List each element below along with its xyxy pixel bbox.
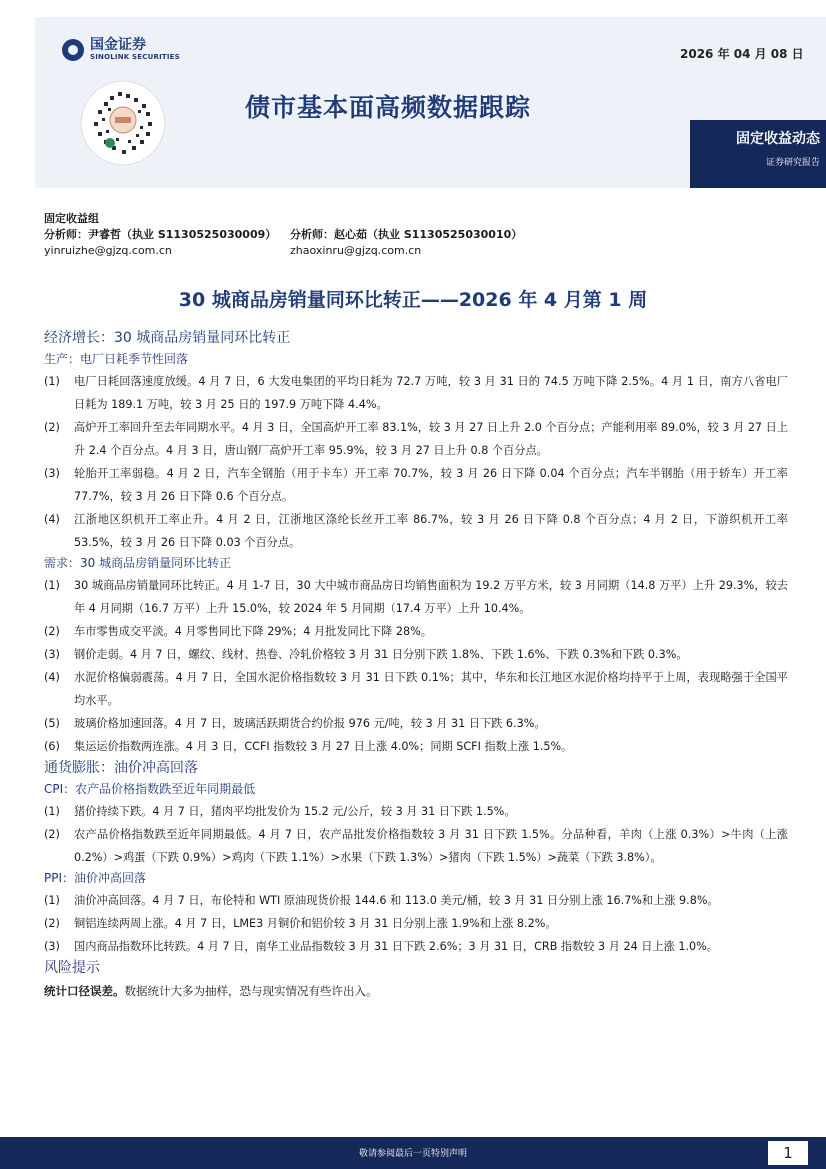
analyst-2-email[interactable]: zhaoxinru@gjzq.com.cn — [290, 244, 422, 257]
footer-disclaimer: 敬请参阅最后一页特别声明 — [358, 1149, 467, 1159]
list-item: (1) 电厂日耗回落速度放缓。4 月 7 日，6 大发电集团的平均日耗为 72.7 万吨，较 3 月 31 日的 74.5 万吨下降 2.5%。4 月 1 日，南方八省电厂日耗为 189.1 万吨，较 3 月 25 日的 197.9 万吨下降 4.4%。 — [44, 375, 788, 411]
list-item: (5) 玻璃价格加速回落。4 月 7 日，玻璃活跃期货合约价报 976 元/吨，较 3 月 31 日下跌 6.3%。 — [44, 717, 546, 730]
list-item: (2) 车市零售成交平淡。4 月零售同比下降 29%；4 月批发同比下降 28%。 — [44, 625, 432, 638]
list-item: (2) 农产品价格指数跌至近年同期最低。4 月 7 日，农产品批发价格指数较 3 月 31 日下跌 1.5%。分品种看，羊肉（上涨 0.3%）>牛肉（上涨 0.2%）>鸡蛋（下跌 0.9%）>鸡肉（下跌 1.1%）>水果（下跌 1.3%）>猪肉（下跌 1.5%）>蔬菜（下跌 3.8%）。 — [44, 828, 788, 864]
subheading-cpi: CPI：农产品价格指数跌至近年同期最低 — [44, 782, 256, 796]
risk-lead: 统计口径误差。 — [44, 984, 125, 998]
list-item: (3) 轮胎开工率弱稳。4 月 2 日，汽车全钢胎（用于卡车）开工率 70.7%，较 3 月 26 日下降 0.04 个百分点；汽车半钢胎（用于轿车）开工率 77.7%，较 3 月 26 日下降 0.6 个百分点。 — [44, 467, 788, 503]
subheading-ppi: PPI：油价冲高回落 — [44, 871, 147, 885]
list-item: (6) 集运运价指数两连涨。4 月 3 日，CCFI 指数较 3 月 27 日上涨 4.0%；同期 SCFI 指数上涨 1.5%。 — [44, 740, 573, 753]
subheading-production: 生产：电厂日耗季节性回落 — [44, 352, 189, 366]
list-item: (2) 铜铝连续两周上涨。4 月 7 日，LME3 月铜价和铝价较 3 月 31 日分别上涨 1.9%和上涨 8.2%。 — [44, 917, 557, 930]
section-heading-growth: 经济增长：30 城商品房销量同环比转正 — [44, 330, 291, 346]
risk-body: 数据统计大多为抽样，恐与现实情况有些许出入。 — [124, 984, 378, 998]
section-heading-inflation: 通货膨胀：油价冲高回落 — [44, 760, 198, 776]
research-group: 固定收益组 — [44, 212, 99, 225]
subheading-demand: 需求：30 城商品房销量同环比转正 — [44, 556, 232, 570]
list-item: (1) 猪价持续下跌。4 月 7 日，猪肉平均批发价为 15.2 元/公斤，较 3 月 31 日下跌 1.5%。 — [44, 805, 516, 818]
list-item: (1) 30 城商品房销量同环比转正。4 月 1-7 日，30 大中城市商品房日均销售面积为 19.2 万平方米，较 3 月同期（14.8 万平）上升 29.3%，较去年 4 月同期（16.7 万平）上升 15.0%，较 2024 年 5 月同期（17.4 万平）上升 10.4%。 — [44, 579, 788, 615]
production-list — [44, 370, 788, 554]
author-block — [44, 211, 523, 259]
report-content — [44, 328, 788, 1002]
report-category: 固定收益动态 — [736, 131, 820, 147]
analyst-1: 分析师：尹睿哲（执业 S1130525030009） — [44, 228, 277, 241]
footer-bar — [0, 1137, 826, 1169]
list-item: (1) 油价冲高回落。4 月 7 日，布伦特和 WTI 原油现货价报 144.6 和 113.0 美元/桶，较 3 月 31 日分别上涨 16.7%和上涨 9.8%。 — [44, 894, 719, 907]
list-item: (2) 高炉开工率回升至去年同期水平。4 月 3 日，全国高炉开工率 83.1%，较 3 月 27 日上升 2.0 个百分点；产能利用率 89.0%，较 3 月 27 日上升 2.4 个百分点。4 月 3 日，唐山钢厂高炉开工率 95.9%，较 3 月 27 日上升 0.8 个百分点。 — [44, 421, 788, 457]
list-item: (4) 水泥价格偏弱震荡。4 月 7 日，全国水泥价格指数较 3 月 31 日下跌 0.1%；其中，华东和长江地区水泥价格均持平于上周，表现略强于全国平均水平。 — [44, 671, 788, 707]
company-logo — [62, 38, 180, 61]
ppi-list — [44, 889, 788, 958]
risk-statement — [44, 980, 788, 1002]
analyst-1-email[interactable]: yinruizhe@gjzq.com.cn — [44, 244, 172, 257]
section-heading-risk: 风险提示 — [44, 960, 100, 976]
logo-name-cn: 国金证券 — [90, 37, 146, 53]
cpi-list — [44, 800, 788, 869]
report-date: 2026 年 04 月 08 日 — [680, 47, 804, 61]
logo-name-en: SINOLINK SECURITIES — [90, 53, 180, 61]
list-item: (4) 江浙地区织机开工率止升。4 月 2 日，江浙地区涤纶长丝开工率 86.7%，较 3 月 26 日下降 0.8 个百分点；4 月 2 日，下游织机开工率 53.5%，较 3 月 26 日下降 0.03 个百分点。 — [44, 513, 788, 549]
report-subcategory: 证券研究报告 — [765, 158, 820, 168]
list-item: (3) 钢价走弱。4 月 7 日，螺纹、线材、热卷、冷轧价格较 3 月 31 日分别下跌 1.8%、下跌 1.6%、下跌 0.3%和下跌 0.3%。 — [44, 648, 688, 661]
page-title: 债市基本面高频数据跟踪 — [245, 93, 532, 122]
logo-icon — [62, 39, 84, 61]
list-item: (3) 国内商品指数环比转跌。4 月 7 日，南华工业品指数较 3 月 31 日下跌 2.6%；3 月 31 日，CRB 指数较 3 月 24 日上涨 1.0%。 — [44, 940, 718, 953]
report-title: 30 城商品房销量同环比转正——2026 年 4 月第 1 周 — [178, 289, 648, 311]
analyst-2: 分析师：赵心茹（执业 S1130525030010） — [290, 228, 523, 241]
qr-code-icon — [80, 80, 166, 166]
page-number: 1 — [768, 1141, 808, 1165]
demand-list — [44, 574, 788, 758]
